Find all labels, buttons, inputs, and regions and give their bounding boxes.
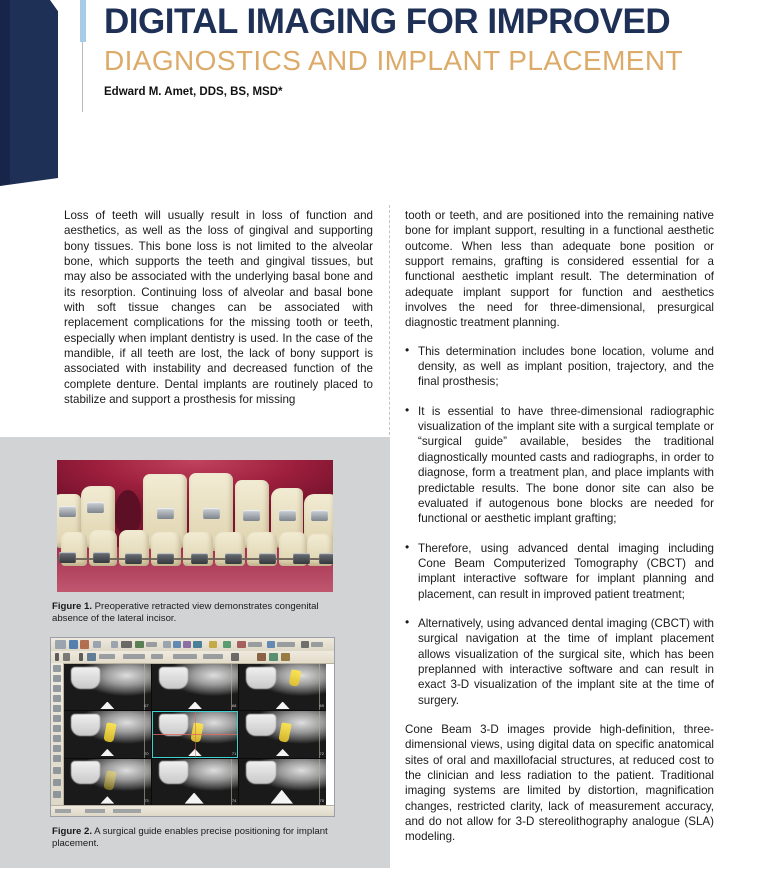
status-text xyxy=(55,809,71,813)
slice-number: 69 xyxy=(319,703,324,709)
page-subtitle: DIAGNOSTICS AND IMPLANT PLACEMENT xyxy=(104,45,684,76)
figure-2-caption xyxy=(52,826,328,850)
angle-tool-icon xyxy=(53,685,61,692)
list-item: • Therefore, using advanced dental imaging including Cone Beam Computerized Tomography (CBCT) and implant interactive software for implant planning and placement, can result in improved patient treatment; xyxy=(405,541,714,602)
paragraph: tooth or teeth, and are positioned into the remaining native bone for implant support, resulting in a functional aesthetic outcome. When less than adequate bone position or support remains, grafting is considered essential for a functional aesthetic implant result. The determination of adequate implant support for function and aesthetics involves the need for three-dimensional, presurgical diagnostic treatment planning. xyxy=(405,209,714,330)
layout-icon xyxy=(87,653,96,661)
orthodontic-bracket xyxy=(87,502,104,513)
toolbar-label xyxy=(123,654,145,659)
polygon-tool-icon xyxy=(53,715,61,722)
cbct-slice[interactable] xyxy=(239,664,326,710)
orthodontic-bracket xyxy=(125,553,142,564)
orthodontic-bracket xyxy=(243,510,260,521)
nerve-tool-icon xyxy=(53,755,61,762)
figure-1-caption-text: Preoperative retracted view demonstrates congenital absence of the lateral incisor. xyxy=(52,601,319,624)
rotate-icon xyxy=(223,641,231,648)
figure-2-image xyxy=(50,637,335,817)
slice-number: 70 xyxy=(144,750,149,756)
cbct-slice[interactable] xyxy=(239,759,326,805)
tooth-crown xyxy=(71,667,100,689)
tooth-crown xyxy=(71,761,100,783)
slice-number: 73 xyxy=(144,797,149,803)
orthodontic-bracket xyxy=(279,510,296,521)
toolbar-label xyxy=(146,642,157,647)
orthodontic-bracket xyxy=(59,552,76,563)
software-toolbar-row-1 xyxy=(51,638,334,652)
requirements-bullet-list xyxy=(405,344,714,708)
orthodontic-bracket xyxy=(203,508,220,519)
tool-icon xyxy=(269,653,278,661)
body-column-left xyxy=(64,208,373,407)
figure-2-label: Figure 2. xyxy=(52,826,92,837)
orthodontic-bracket xyxy=(59,506,76,517)
ellipse-tool-icon xyxy=(53,705,61,712)
cbct-slice[interactable] xyxy=(152,759,239,805)
orthodontic-bracket xyxy=(191,553,208,564)
brightness-icon xyxy=(209,641,217,648)
cursor-icon xyxy=(111,641,118,648)
toolbar-label xyxy=(248,642,262,647)
orthodontic-bracket xyxy=(293,553,310,564)
toolbar-label xyxy=(173,654,197,659)
cbct-slice[interactable] xyxy=(64,759,151,805)
toolbar-value xyxy=(151,654,163,659)
toolbar-label xyxy=(99,654,115,659)
cbct-slice[interactable] xyxy=(239,711,326,757)
tooth-crown xyxy=(246,667,275,689)
edentulous-gap xyxy=(115,490,141,534)
settings-tool-icon xyxy=(53,779,61,786)
cbct-slice[interactable] xyxy=(64,711,151,757)
software-status-bar xyxy=(51,805,334,816)
rectangle-tool-icon xyxy=(53,695,61,702)
measure-icon xyxy=(163,641,171,648)
figure-2-caption-text: A surgical guide enables precise positioning for implant placement. xyxy=(52,826,328,849)
cbct-slice-active[interactable] xyxy=(152,711,239,757)
slice-number: 67 xyxy=(144,703,149,709)
tool-icon xyxy=(281,653,290,661)
line-tool-icon xyxy=(53,675,61,682)
active-slice-highlight xyxy=(152,711,239,757)
list-item: • It is essential to have three-dimensional radiographic visualization of the implant site with a surgical template or “surgical guide” available, besides the traditional diagnostically mounted casts and radiographs, in order to diagnose, form a treatment plan, and place implants with predictable results. The bone donor site can also be evaluated if autogenous bone blocks are needed for functional or aesthetic implant grafting; xyxy=(405,404,714,527)
cbct-slice-grid xyxy=(64,664,326,805)
implant-icon xyxy=(237,641,246,648)
status-text xyxy=(113,809,141,813)
slice-number: 74 xyxy=(231,797,237,803)
slice-number: 72 xyxy=(319,750,324,756)
layers-icon xyxy=(267,641,275,648)
tooth-crown xyxy=(246,714,275,736)
title-accent-bar xyxy=(80,0,86,42)
orthodontic-bracket xyxy=(311,510,328,521)
pan-icon xyxy=(121,641,132,648)
software-tool-palette xyxy=(51,663,64,806)
orthodontic-bracket xyxy=(157,553,174,564)
column-divider xyxy=(389,205,390,435)
page-title: DIGITAL IMAGING FOR IMPROVED xyxy=(104,2,671,41)
paragraph: Cone Beam 3-D images provide high-definition, three-dimensional views, using digital data on specific anatomical sites of oral and maxillofacial structures, at reduced cost to the clinician and less radiation to the patient. Traditional imaging systems are limited by distortion, magnification changes, restricted clarity, lack of measurement accuracy, and do not allow for 3-D stereolithography analogue (SLA) modeling. xyxy=(405,722,714,844)
software-toolbar-row-2 xyxy=(51,651,334,664)
paragraph: Loss of teeth will usually result in loss of function and aesthetics, as well as the loss of gingival and supporting bony tissues. This bone loss is not limited to the alveolar bone, which supports the teeth and gingival tissues, but may also be associated with the underlying basal bone and its resorption. Continuing loss of alveolar and basal bone with soft tissue changes can be associated with replacement complications for the missing tooth or teeth, especially when implant dentistry is used. In the case of the mandible, if all teeth are lost, the lack of bony support is associated with instability and decreased function of the complete denture. Dental implants are routinely placed to stabilize and support a prosthesis for missing xyxy=(64,209,373,407)
list-item: • This determination includes bone location, volume and density, as well as implant position, trajectory, and the final prosthesis; xyxy=(405,344,714,390)
orthodontic-bracket xyxy=(157,508,174,519)
grid-icon xyxy=(193,641,202,648)
status-text xyxy=(85,809,105,813)
cbct-slice[interactable] xyxy=(64,664,151,710)
figure-1-caption xyxy=(52,601,328,625)
tooth-crown xyxy=(246,761,275,783)
orthodontic-bracket xyxy=(93,552,110,563)
slice-number: 71 xyxy=(231,750,237,756)
save-icon xyxy=(69,640,78,649)
move-icon xyxy=(135,641,144,648)
figure-1-label: Figure 1. xyxy=(52,601,92,612)
crosshair-tool-icon xyxy=(53,767,61,774)
tooth-crown xyxy=(71,714,100,736)
contrast-icon xyxy=(183,641,191,648)
orthodontic-bracket xyxy=(319,553,333,564)
ruler-tool-icon xyxy=(53,735,61,742)
author-byline: Edward M. Amet, DDS, BS, MSD* xyxy=(104,86,283,98)
decorative-navy-sidebar xyxy=(0,0,58,186)
orthodontic-bracket xyxy=(225,553,242,564)
tooth-crown xyxy=(159,761,188,783)
implant-tool-icon xyxy=(53,745,61,752)
print-icon xyxy=(80,640,89,649)
slice-number: 68 xyxy=(231,703,237,709)
open-file-icon xyxy=(55,640,66,649)
apply-icon xyxy=(231,653,239,661)
slice-number: 75 xyxy=(319,797,324,803)
arrow-tool-icon xyxy=(53,665,61,672)
navy-sidebar-shade xyxy=(0,0,10,186)
text-tool-icon xyxy=(53,725,61,732)
list-item: • Alternatively, using advanced dental imaging (CBCT) with surgical navigation at the time of implant placement allows visualization of the surgical site, which has been preplanned with interactive software and can result in exact 3-D visualization of the implant site at the time of surgery. xyxy=(405,616,714,708)
orthodontic-bracket xyxy=(259,553,276,564)
toolbar-label xyxy=(311,642,323,647)
step-down-icon xyxy=(63,653,70,661)
toolbar-value xyxy=(203,654,223,659)
undo-icon xyxy=(93,641,101,648)
toolbar-label xyxy=(277,642,295,647)
body-column-right xyxy=(405,208,714,845)
slice-nav-icon xyxy=(79,653,83,661)
help-icon xyxy=(301,641,309,648)
step-up-icon xyxy=(55,653,59,661)
title-accent-rule-tail xyxy=(82,42,83,112)
tooth-crown xyxy=(159,667,188,689)
tool-icon xyxy=(257,653,266,661)
article-header xyxy=(104,2,750,100)
export-tool-icon xyxy=(53,791,61,798)
cbct-slice[interactable] xyxy=(152,664,239,710)
zoom-icon xyxy=(173,641,181,648)
figure-1-image xyxy=(57,460,333,592)
